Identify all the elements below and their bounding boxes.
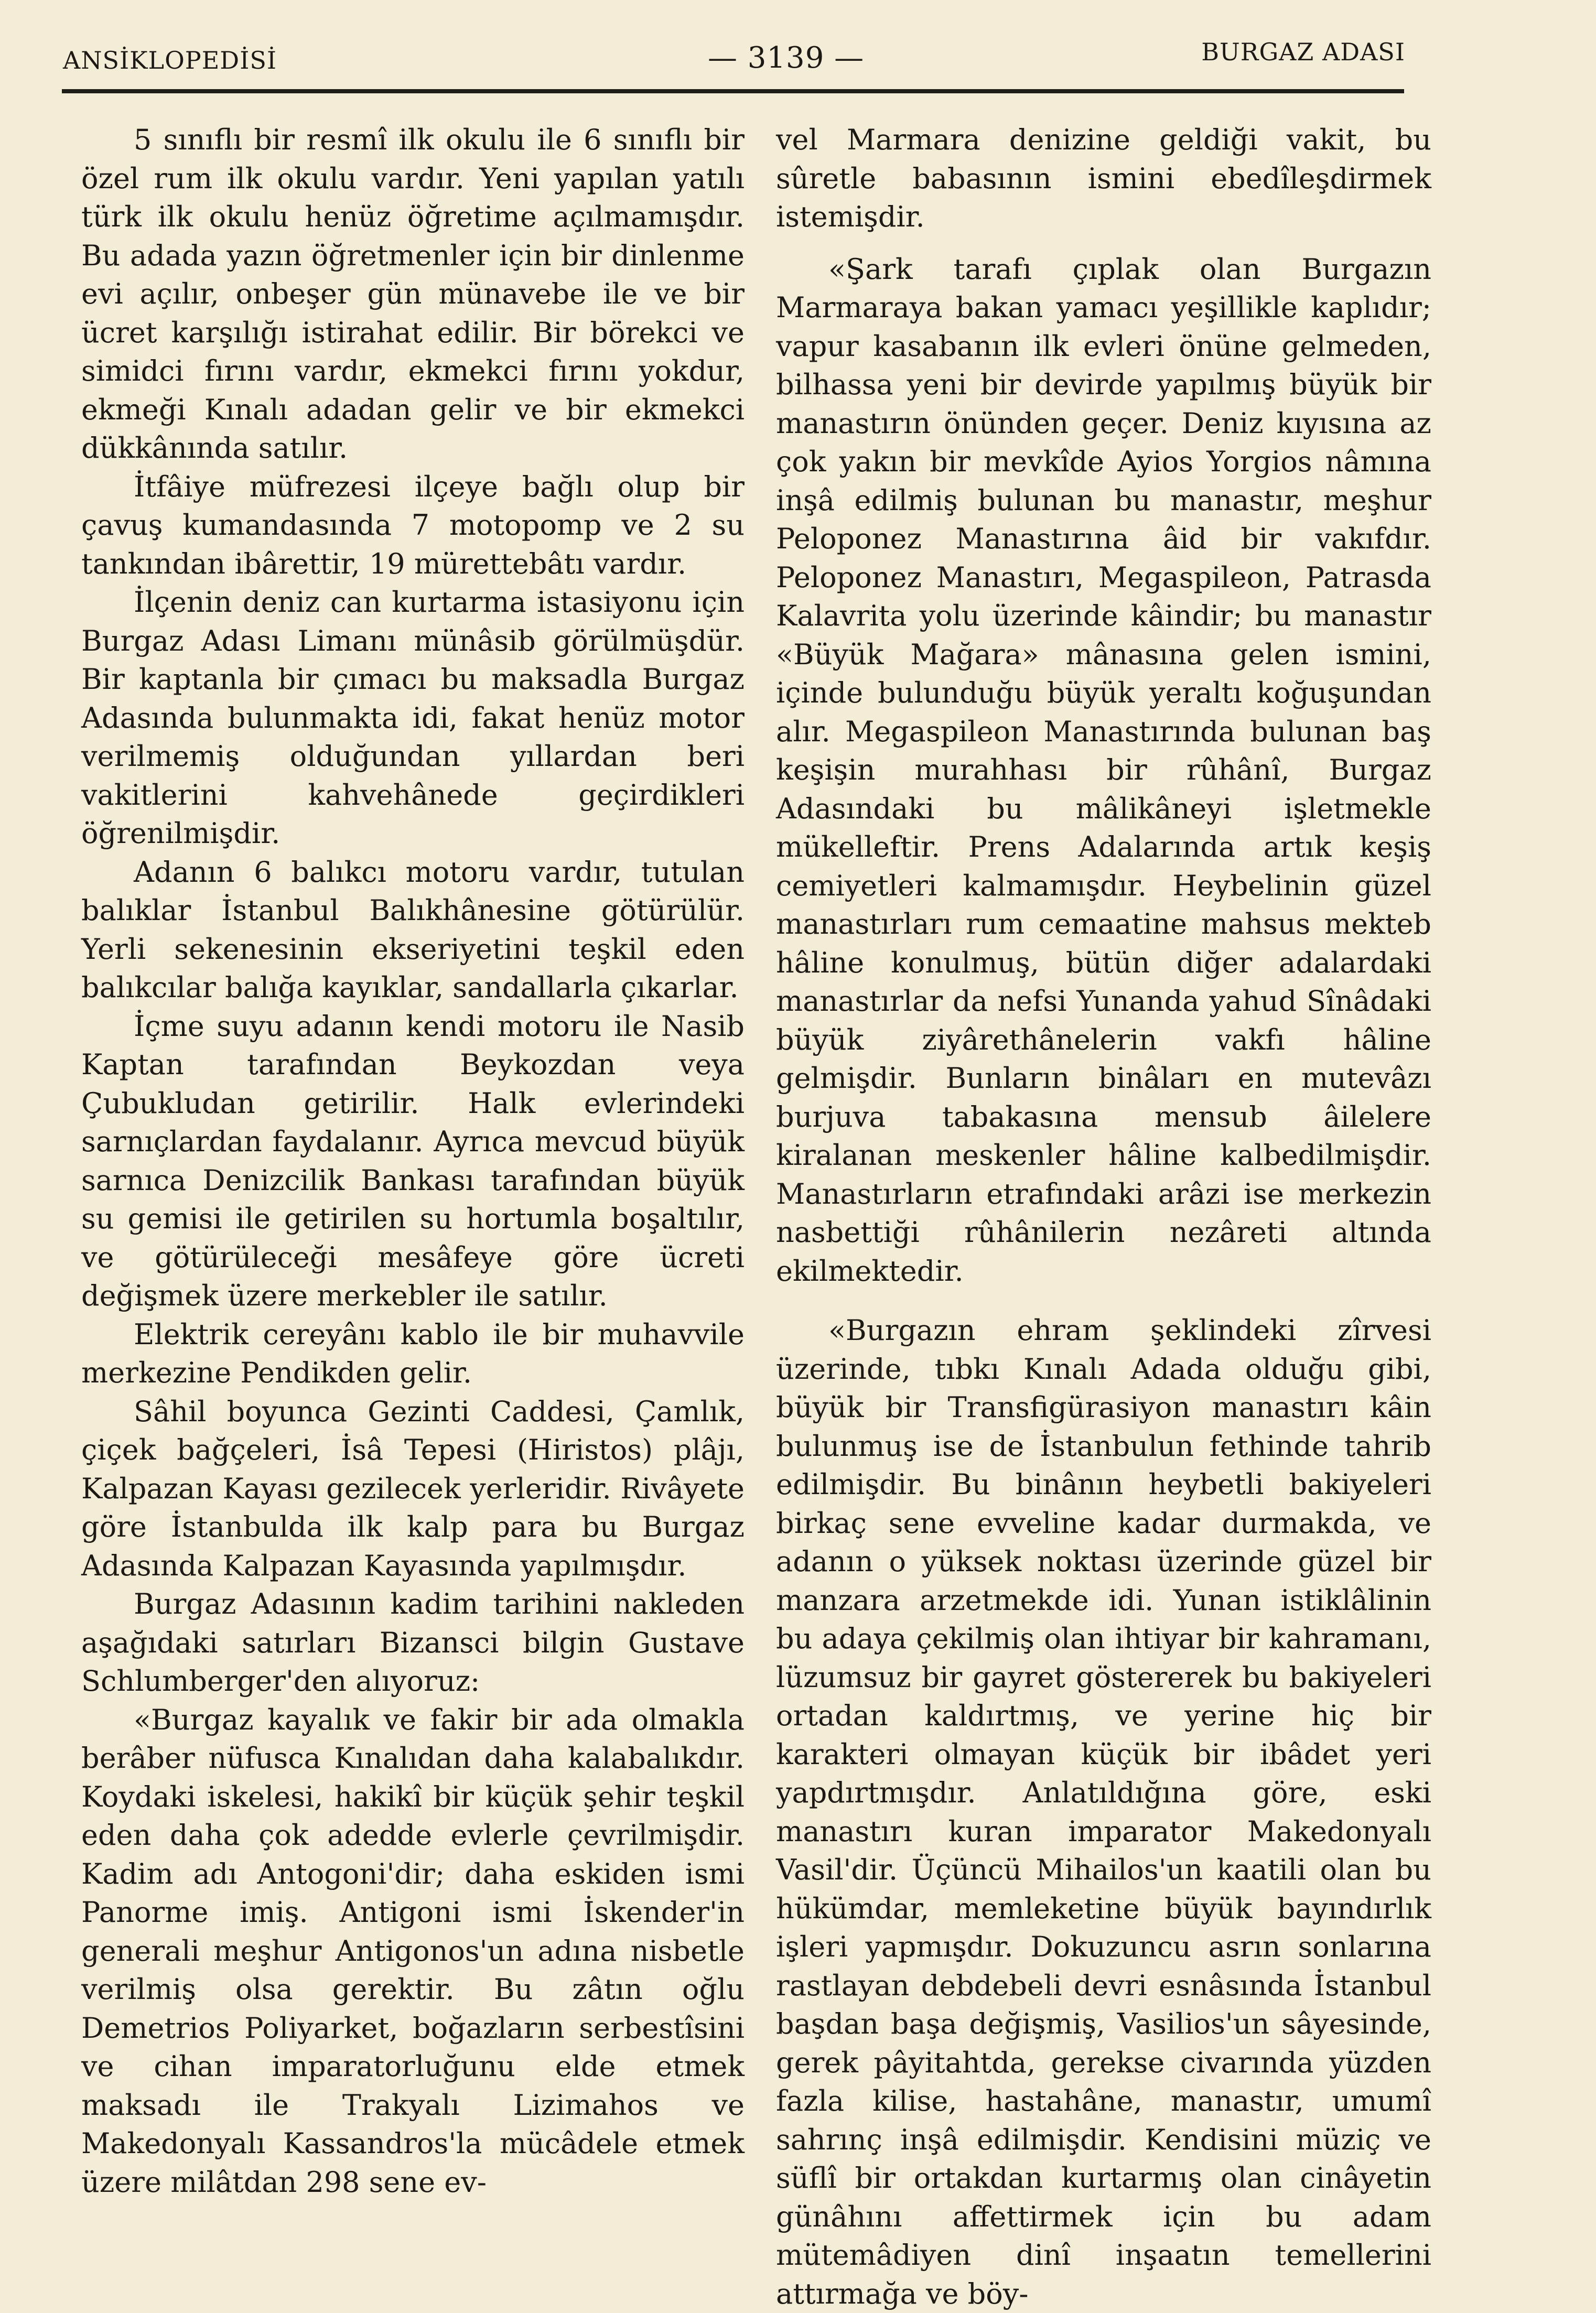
paragraph: «Şark tarafı çıplak olan Burgazın Marmaraya bakan yamacı yeşillikle kaplıdır; vapur kasabanın ilk evleri önüne gelmeden, bilhassa yeni bir devirde yapılmış büyük bir manastırın önünden geçer. Deniz kıyısına az çok yakın bir mevkîde Ayios Yorgios nâmına inşâ edilmiş bulunan bu manastır, meşhur Peloponez Manastırına âid bir vakıfdır. Peloponez Manastırı, Megaspileon, Patrasda Kalavrita yolu üzerinde kâindir; bu manastır «Büyük Mağara» mânasına gelen ismini, içinde bulunduğu büyük yeraltı koğuşundan alır. Megaspileon Manastırında bulunan baş keşişin murahhası bir rûhânî, Burgaz Adasındaki bu mâlikâneyi işletmekle mükelleftir. Prens Adalarında artık keşiş cemiyetleri kalmamışdır. Heybelinin güzel manastırları rum cemaatine mahsus mekteb hâline konulmuş, bütün diğer adalardaki manastırlar da nefsi Yunanda yahud Sînâdaki büyük ziyârethânelerin vakfı hâline gelmişdir. Bunların binâları en mutevâzı burjuva tabakasına mensub âilelere kiralanan meskenler hâline kalbedilmişdir. Manastırların etrafındaki arâzi ise merkezin nasbettiği rûhânilerin nezâreti altında ekilmektedir.: [776, 252, 1431, 1288]
paragraph: İtfâiye müfrezesi ilçeye bağlı olup bir çavuş kumandasında 7 motopomp ve 2 su tankından ibârettir, 19 mürettebâtı vardır.: [81, 470, 745, 580]
paragraph: «Burgaz kayalık ve fakir bir ada olmakla berâber nüfusca Kınalıdan daha kalabalıkdır. Koydaki iskelesi, hakikî bir küçük şehir teşkil eden daha çok adedde evlerle çevrilmişdir. Kadim adı Antogoni'dir; daha eskiden ismi Panorme imiş. Antigoni ismi İskender'in generali meşhur Antigonos'un adına nisbetle verilmiş olsa gerektir. Bu zâtın oğlu Demetrios Poliyarket, boğazların serbestîsini ve cihan imparatorluğunu elde etmek maksadı ile Trakyalı Lizimahos ve Makedonyalı Kassandros'la mücâdele etmek üzere milâtdan 298 sene ev-: [81, 1703, 745, 2199]
page-number: — 3139 —: [708, 41, 865, 75]
paragraph: «Burgazın ehram şeklindeki zîrvesi üzerinde, tıbkı Kınalı Adada olduğu gibi, büyük bir Transfigürasiyon manastırı kâin bulunmuş ise de İstanbulun fethinde tahrib edilmişdir. Bu binânın heybetli bakiyeleri birkaç sene evveline kadar durmakda, ve adanın o yüksek noktası üzerinde güzel bir manzara arzetmekde idi. Yunan istiklâlinin bu adaya çekilmiş olan ihtiyar bir kahramanı, lüzumsuz bir gayret göstererek bu bakiyeleri ortadan kaldırtmış, ve yerine hiç bir karakteri olmayan küçük bir ibâdet yeri yapdırtmışdır. Anlatıldığına göre, eski manastırı kuran imparator Makedonyalı Vasil'dir. Üçüncü Mihailos'un kaatili olan bu hükümdar, memleketine büyük bayındırlık işleri yapmışdır. Dokuzuncu asrın sonlarına rastlayan debdebeli devri esnâsında İstanbul başdan başa değişmiş, Vasilios'un sâyesinde, gerek pâyitahtda, gerekse civarında yüzden fazla kilise, hastahâne, manastır, umumî sahrınç inşâ edilmişdir. Kendisini müziç ve süflî bir ortakdan kurtarmış olan cinâyetin günâhını affettirmek için bu adam mütemâdiyen dinî inşaatın temellerini attırmağa ve böy-: [776, 1314, 1431, 2310]
right-column: [776, 121, 1431, 2313]
page-header: [63, 37, 1405, 82]
paragraph: İçme suyu adanın kendi motoru ile Nasib Kaptan tarafından Beykozdan veya Çubukludan getirilir. Halk evlerindeki sarnıçlardan faydalanır. Ayrıca mevcud büyük sarnıca Denizcilik Bankası tarafından büyük su gemisi ile getirilen su hortumla boşaltılır, ve götürüleceği mesâfeye göre ücreti değişmek üzere merkebler ile satılır.: [81, 1009, 745, 1312]
paragraph: İlçenin deniz can kurtarma istasiyonu için Burgaz Adası Limanı münâsib görülmüşdür. Bir kaptanla bir çımacı bu maksadla Burgaz Adasında bulunmakta idi, fakat henüz motor verilmemiş olduğundan yıllardan beri vakitlerini kahvehânede geçirdikleri öğrenilmişdir.: [81, 586, 745, 850]
paragraph: 5 sınıflı bir resmî ilk okulu ile 6 sınıflı bir özel rum ilk okulu vardır. Yeni yapılan yatılı türk ilk okulu henüz öğretime açılmamışdır. Bu adada yazın öğretmenler için bir dinlenme evi açılır, onbeşer gün münavebe ile ve bir ücret karşılığı istirahat edilir. Bir börekci ve simidci fırını vardır, ekmekci fırını yokdur, ekmeği Kınalı adadan gelir ve bir ekmekci dükkânında satılır.: [81, 123, 745, 464]
left-column: [81, 121, 745, 2201]
paragraph: Burgaz Adasının kadim tarihini nakleden aşağıdaki satırları Bizansci bilgin Gustave Schlumberger'den alıyoruz:: [81, 1587, 745, 1698]
paragraph: Elektrik cereyânı kablo ile bir muhavvile merkezine Pendikden gelir.: [81, 1317, 745, 1389]
header-rule: [62, 89, 1404, 93]
paragraph: Sâhil boyunca Gezinti Caddesi, Çamlık, çiçek bağçeleri, İsâ Tepesi (Hiristos) plâjı, Kalpazan Kayası gezilecek yerleridir. Rivâyete göre İstanbulda ilk kalp para bu Burgaz Adasında Kalpazan Kayasında yapılmışdır.: [81, 1395, 745, 1582]
paragraph: Adanın 6 balıkcı motoru vardır, tutulan balıklar İstanbul Balıkhânesine götürülür. Yerli sekenesinin ekseriyetini teşkil eden balıkcılar balığa kayıklar, sandallarla çıkarlar.: [81, 855, 745, 1004]
header-entry-title: BURGAZ ADASI: [1201, 38, 1405, 66]
header-encyclopedia-title: ANSİKLOPEDİSİ: [63, 46, 277, 74]
paragraph: vel Marmara denizine geldiği vakit, bu sûretle babasının ismini ebedîleşdirmek istemişdir.: [776, 123, 1431, 233]
